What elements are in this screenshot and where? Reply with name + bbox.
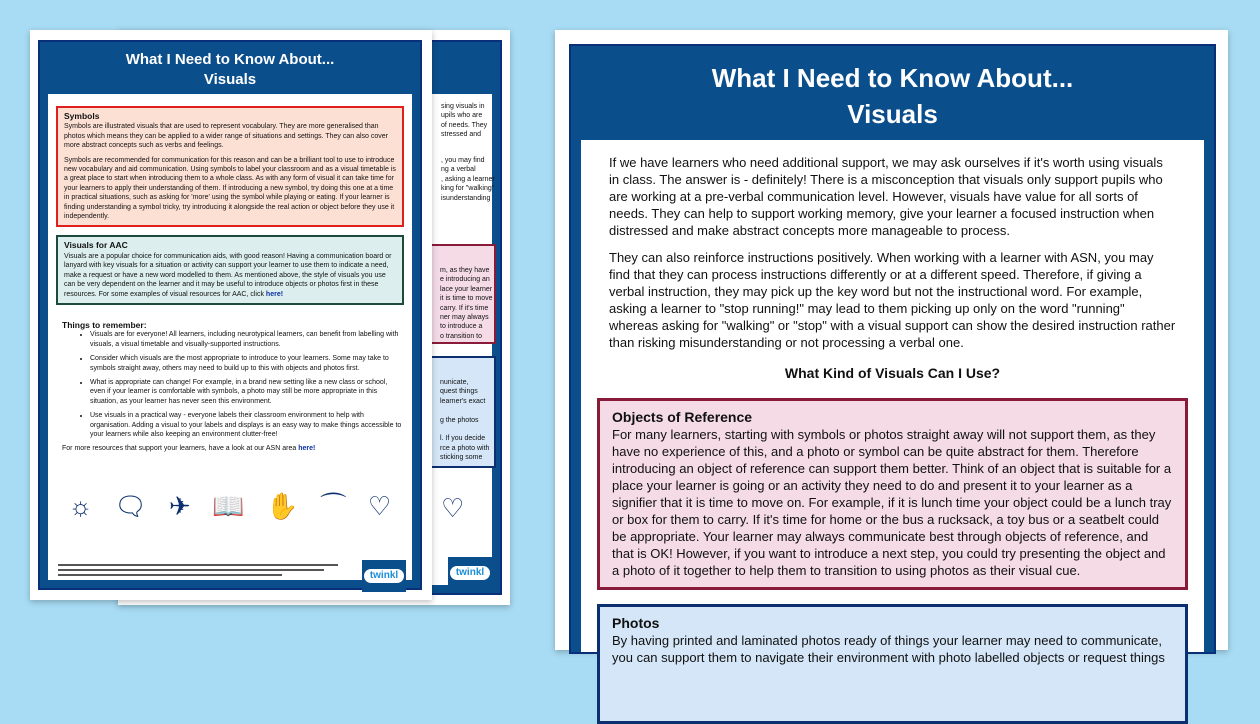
back-text-line: to introduce a: [440, 323, 483, 331]
page-title-line2: Visuals: [847, 99, 938, 129]
back-text-line: nunicate,: [440, 379, 469, 386]
list-item: • Consider which visuals are the most appropriate to introduce to your learners. Some may take to symbols straight away, others may need to build up to this with objects and photos first.: [90, 354, 404, 373]
back-text-line: m, as they have: [440, 267, 490, 274]
back-text-line: [440, 406, 494, 415]
back-photos-box: [426, 356, 496, 468]
page-title-line1: What I Need to Know About...: [711, 63, 1074, 93]
objects-heading: Objects of Reference: [612, 409, 753, 425]
aac-link[interactable]: here!: [265, 290, 284, 298]
symbols-box: [56, 106, 404, 227]
back-text-line: ng a verbal: [441, 166, 476, 174]
photos-text: By having printed and laminated photos ready of things your learner may need to communicate, you can support them to navigate their environment with photo labelled objects or request things: [612, 633, 1165, 665]
photos-box: [597, 604, 1188, 724]
book-icon: 📖: [212, 491, 245, 521]
objects-box: [597, 398, 1188, 590]
intro-paragraph: They can also reinforce instructions positively. When working with a learner with ASN, you may find that they can process instructions differently or at a different speed. Therefore, if giving a verbal instruction, they may pick up the key word but not the instructional word. For example, asking a learner to "stop running!" may lead to them picking up only on the word "running" whereas asking for "walking" or "stop" with a visual support can show the desired instruction rather than risking misunderstanding or not processing a verbal one.: [609, 250, 1176, 350]
back-objects-box: [426, 244, 496, 344]
back-text-line: quest things: [440, 388, 478, 396]
list-item: • Visuals are for everyone! All learners, including neurotypical learners, can benefit from labelling with visuals, a visual timetable and visually-supported instructions.: [90, 330, 404, 349]
back-text-line: lace your learner: [440, 285, 493, 293]
list-item: • Use visuals in a practical way - everyone labels their classroom environment to help with organisation. Adding a visual to your labels and displays is an easy way to make things accessible to your learners while also keeping an environment clutter-free!: [90, 411, 404, 439]
right-page: [555, 30, 1228, 665]
back-text-line: sticking some: [440, 454, 483, 462]
remember-list: [90, 330, 404, 439]
more-text: For more resources that support your learners, have a look at our ASN area: [62, 445, 297, 453]
left-page: [30, 30, 432, 600]
section-heading: What Kind of Visuals Can I Use?: [784, 365, 1001, 381]
twinkl-logo: twinkl: [448, 557, 492, 589]
back-text-line: e introducing an: [440, 276, 490, 284]
photos-heading: Photos: [612, 615, 660, 631]
intro-paragraph: If we have learners who need additional support, we may ask ourselves if it's worth using visuals in class. The answer is - definitely! There is a misconception that visuals only support pupils who are working at a pre-verbal communication level. However, visuals have value for all sorts of needs. They can help to support working memory, give your learner a focused instruction when distressed and make abstract concepts more manageable to process.: [609, 155, 1163, 238]
back-text-line: it is time to move: [440, 295, 493, 303]
back-text-line: [440, 425, 494, 434]
hand-icon: ✋: [266, 491, 299, 521]
heart-icon: ♡: [367, 491, 392, 521]
aac-text: Visuals are a popular choice for communication aids, with good reason! Having a communication board or lanyard with key visuals for a situation or activity can support your learner to use them to indicate a need, make a request or have a new word modelled to them. As mentioned above, the style of visuals you use can be very dependent on the learner and it may be useful to introduce objects or photos first in these resources. For some examples of visual resources for AAC, click: [64, 252, 392, 298]
back-text-2: [441, 156, 495, 203]
back-text-line: isunderstanding: [441, 194, 491, 202]
paper-plane-icon: ✈: [168, 491, 191, 521]
aac-box: [56, 235, 404, 304]
asn-link[interactable]: here!: [298, 445, 316, 453]
sun-icon: ☼: [68, 491, 93, 521]
back-text-line: stressed and: [441, 131, 482, 139]
speech-heart-icon: 🗨: [114, 491, 148, 521]
back-text-line: , asking a learner: [441, 175, 495, 183]
aac-heading: Visuals for AAC: [64, 240, 128, 251]
symbols-text: Symbols are illustrated visuals that are used to represent vocabulary. They are more generalised than photos which means they can be applied to a wider range of situations and settings. They can also cover more abstract concepts such as verbs and feelings.: [64, 123, 389, 150]
remember-heading: Things to remember:: [62, 319, 147, 330]
back-text-line: learner's exact: [440, 397, 486, 405]
heart-icon: ♡: [441, 493, 465, 523]
back-text-line: upils who are: [441, 112, 483, 120]
list-item: • What is appropriate can change! For example, in a brand new setting like a new class or school, even if your learner is comfortable with symbols, a photo may still be more appropriate in this situation, as your learner has never seen this environment.: [90, 378, 404, 406]
page-title-line1: What I Need to Know About...: [125, 51, 335, 68]
back-text-line: ner may always: [440, 314, 489, 322]
back-text-1: [441, 102, 487, 140]
objects-text: For many learners, starting with symbols or photos straight away will not support them, as they have no experience of this, and a photo or symbol can be quite abstract for them. Therefore introducing an object of reference can support them better. Think of an object that is suitable for a place your learner is going or an activity they need to do and present it to your learner as a signifier that it is time to move on. For example, if it is lunch time your object could be a lunch tray or box for them to carry. If it's time for home or the bus a rucksack, a toy bus or a seatbelt could be appropriate. Your learner may always communicate best through objects of reference, and that is OK! However, if you want to introduce a next step, you could try presenting the object and a photo of it together to help them to transition to using photos as their visual cue.: [612, 427, 1172, 578]
back-text-line: rce a photo with: [440, 444, 490, 452]
symbols-text: Symbols are recommended for communication for this reason and can be a brilliant tool to use to introduce new vocabulary and aid communication. Using symbols to label your classroom and as a visual timetable is a great place to start when introducing them to a whole class. As with any form of visual it can take time for your learners to apply their understanding of them. If introducing a new symbol, try doing this one at a time in practical situations, such as asking for 'more' using the symbol while playing or eating. If your learner is finding understanding a symbol tricky, try introducing it alongside the real action or object before they use it independently.: [64, 156, 396, 221]
disclaimer: [58, 564, 338, 579]
back-text-line: sing visuals in: [441, 103, 485, 110]
back-text-line: king for "walking": [441, 185, 495, 193]
back-text-line: , you may find: [441, 157, 485, 164]
back-text-line: o transition to: [440, 332, 483, 340]
back-text-line: l. If you decide: [440, 435, 486, 443]
rainbow-icon: ⌒: [320, 491, 347, 521]
back-text-line: carry. If it's time: [440, 304, 489, 312]
page-title-line2: Visuals: [203, 71, 257, 88]
back-text-line: g the photos: [440, 416, 479, 424]
twinkl-logo: twinkl: [362, 560, 406, 592]
back-text-line: of needs. They: [441, 121, 488, 129]
symbols-heading: Symbols: [64, 111, 100, 121]
